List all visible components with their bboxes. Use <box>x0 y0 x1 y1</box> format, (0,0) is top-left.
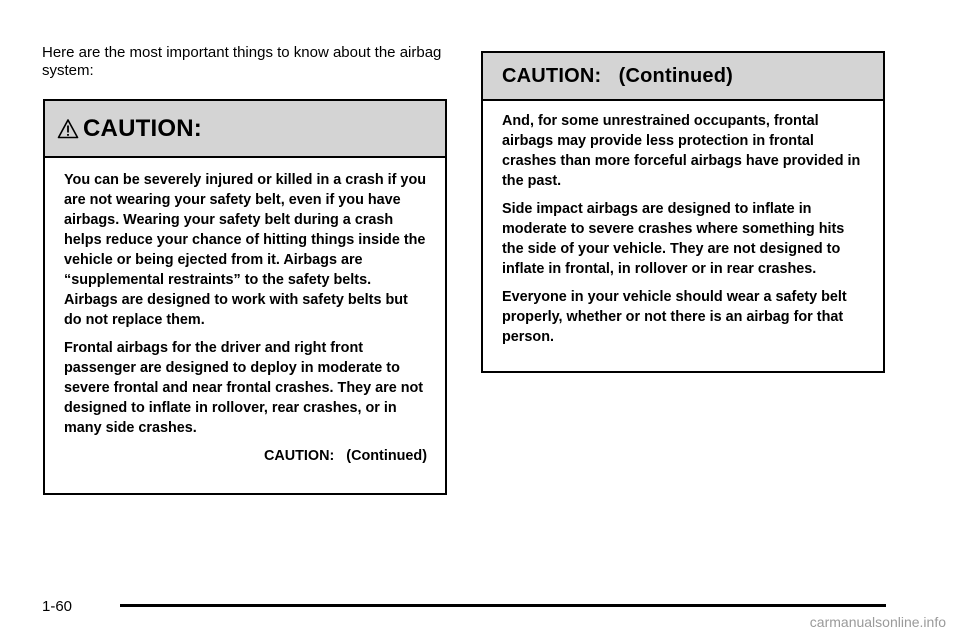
intro-text: Here are the most important things to know about the airbag system: <box>42 44 442 79</box>
caution-continued-title: CAUTION: (Continued) <box>502 64 734 87</box>
caution-box <box>43 99 447 495</box>
watermark-text: carmanualsonline.info <box>809 614 946 630</box>
page-number: 1-60 <box>42 598 73 615</box>
caution-paragraph: Frontal airbags for the driver and right front passenger are designed to deploy in moderate to severe frontal and near frontal crashes. They are not designed to inflate in rollover, rear crashes, or in many side crashes. <box>64 340 424 436</box>
caution-paragraph: Everyone in your vehicle should wear a safety belt properly, whether or not there is an airbag for that person. <box>502 289 847 345</box>
caution-continued-note: CAUTION: (Continued) <box>263 448 427 464</box>
footer-rule <box>120 604 886 607</box>
caution-continued-box <box>481 51 885 373</box>
caution-title: CAUTION: <box>83 114 202 142</box>
warning-triangle-icon <box>57 118 79 140</box>
caution-header <box>45 101 445 158</box>
caution-continued-header <box>483 53 883 101</box>
caution-body <box>45 158 445 466</box>
caution-paragraph: And, for some unrestrained occupants, frontal airbags may provide less protection in frontal crashes than more forceful airbags have provided in the past. <box>502 113 861 189</box>
caution-paragraph: Side impact airbags are designed to inflate in moderate to severe crashes where something hits the side of your vehicle. They are not designed to inflate in frontal, in rollover or in rear crashes. <box>502 201 845 277</box>
caution-paragraph: You can be severely injured or killed in a crash if you are not wearing your safety belt, even if you have airbags. Wearing your safety belt during a crash helps reduce your chance of hitting things inside the vehicle or being ejected from it. Airbags are “supplemental restraints” to the safety belts. Airbags are designed to work with safety belts but do not replace them. <box>64 172 427 328</box>
caution-continued-body <box>483 101 883 347</box>
